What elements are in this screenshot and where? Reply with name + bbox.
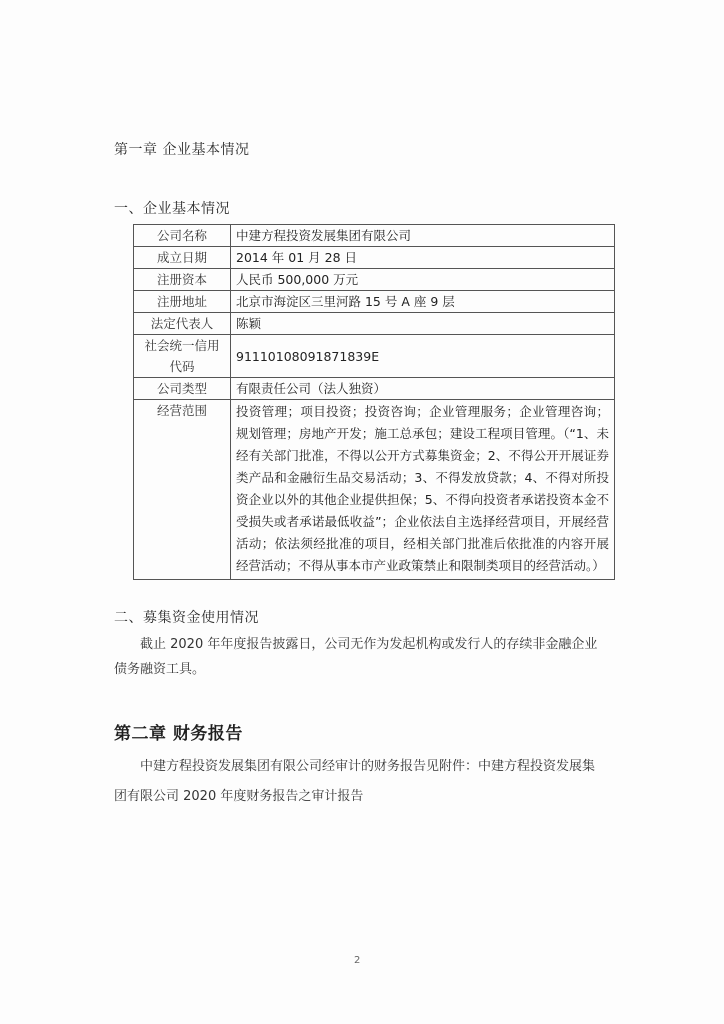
- row-label-founded-date: 成立日期: [134, 247, 231, 269]
- table-row: [134, 269, 615, 291]
- row-label-registered-address: 注册地址: [134, 291, 231, 313]
- table-row: [134, 378, 615, 400]
- table-row: [134, 225, 615, 247]
- table-row: [134, 400, 615, 580]
- chapter1-heading: 第一章 企业基本情况: [114, 142, 250, 158]
- table-row: [134, 247, 615, 269]
- row-value-company-type: 有限责任公司（法人独资）: [231, 378, 615, 400]
- row-value-business-scope: 投资管理；项目投资；投资咨询；企业管理服务；企业管理咨询；规划管理；房地产开发；施工总承包；建设工程项目管理。（“1、未经有关部门批准，不得以公开方式募集资金；2、不得公开开展证券类产品和金融衍生品交易活动；3、不得发放贷款；4、不得对所投资企业以外的其他企业提供担保；5、不得向投资者承诺投资本金不受损失或者承诺最低收益”；企业依法自主选择经营项目，开展经营活动；依法须经批准的项目，经相关部门批准后依批准的内容开展经营活动；不得从事本市产业政策禁止和限制类项目的经营活动。）: [231, 400, 615, 580]
- page-number: 2: [354, 955, 361, 966]
- company-info-table: [133, 224, 615, 580]
- chapter2-heading: 第二章 财务报告: [114, 724, 243, 744]
- row-label-company-name: 公司名称: [134, 225, 231, 247]
- row-value-credit-code: 91110108091871839E: [231, 335, 615, 378]
- row-label-registered-capital: 注册资本: [134, 269, 231, 291]
- row-label-company-type: 公司类型: [134, 378, 231, 400]
- section2-paragraph: 截止 2020 年年度报告披露日，公司无作为发起机构或发行人的存续非金融企业债务融资工具。: [114, 637, 598, 677]
- row-value-company-name: 中建方程投资发展集团有限公司: [231, 225, 615, 247]
- chapter2-paragraph: 中建方程投资发展集团有限公司经审计的财务报告见附件：中建方程投资发展集团有限公司 2020 年度财务报告之审计报告: [114, 759, 596, 804]
- row-label-credit-code: 社会统一信用代码: [134, 335, 231, 378]
- table-row: [134, 335, 615, 378]
- row-label-business-scope: 经营范围: [134, 400, 231, 580]
- row-value-registered-capital: 人民币 500,000 万元: [231, 269, 615, 291]
- table-row: [134, 313, 615, 335]
- row-value-registered-address: 北京市海淀区三里河路 15 号 A 座 9 层: [231, 291, 615, 313]
- table-row: [134, 291, 615, 313]
- row-value-founded-date: 2014 年 01 月 28 日: [231, 247, 615, 269]
- row-value-legal-representative: 陈颖: [231, 313, 615, 335]
- row-label-legal-representative: 法定代表人: [134, 313, 231, 335]
- section1-heading: 一、企业基本情况: [114, 201, 230, 217]
- section2-heading: 二、募集资金使用情况: [114, 610, 259, 626]
